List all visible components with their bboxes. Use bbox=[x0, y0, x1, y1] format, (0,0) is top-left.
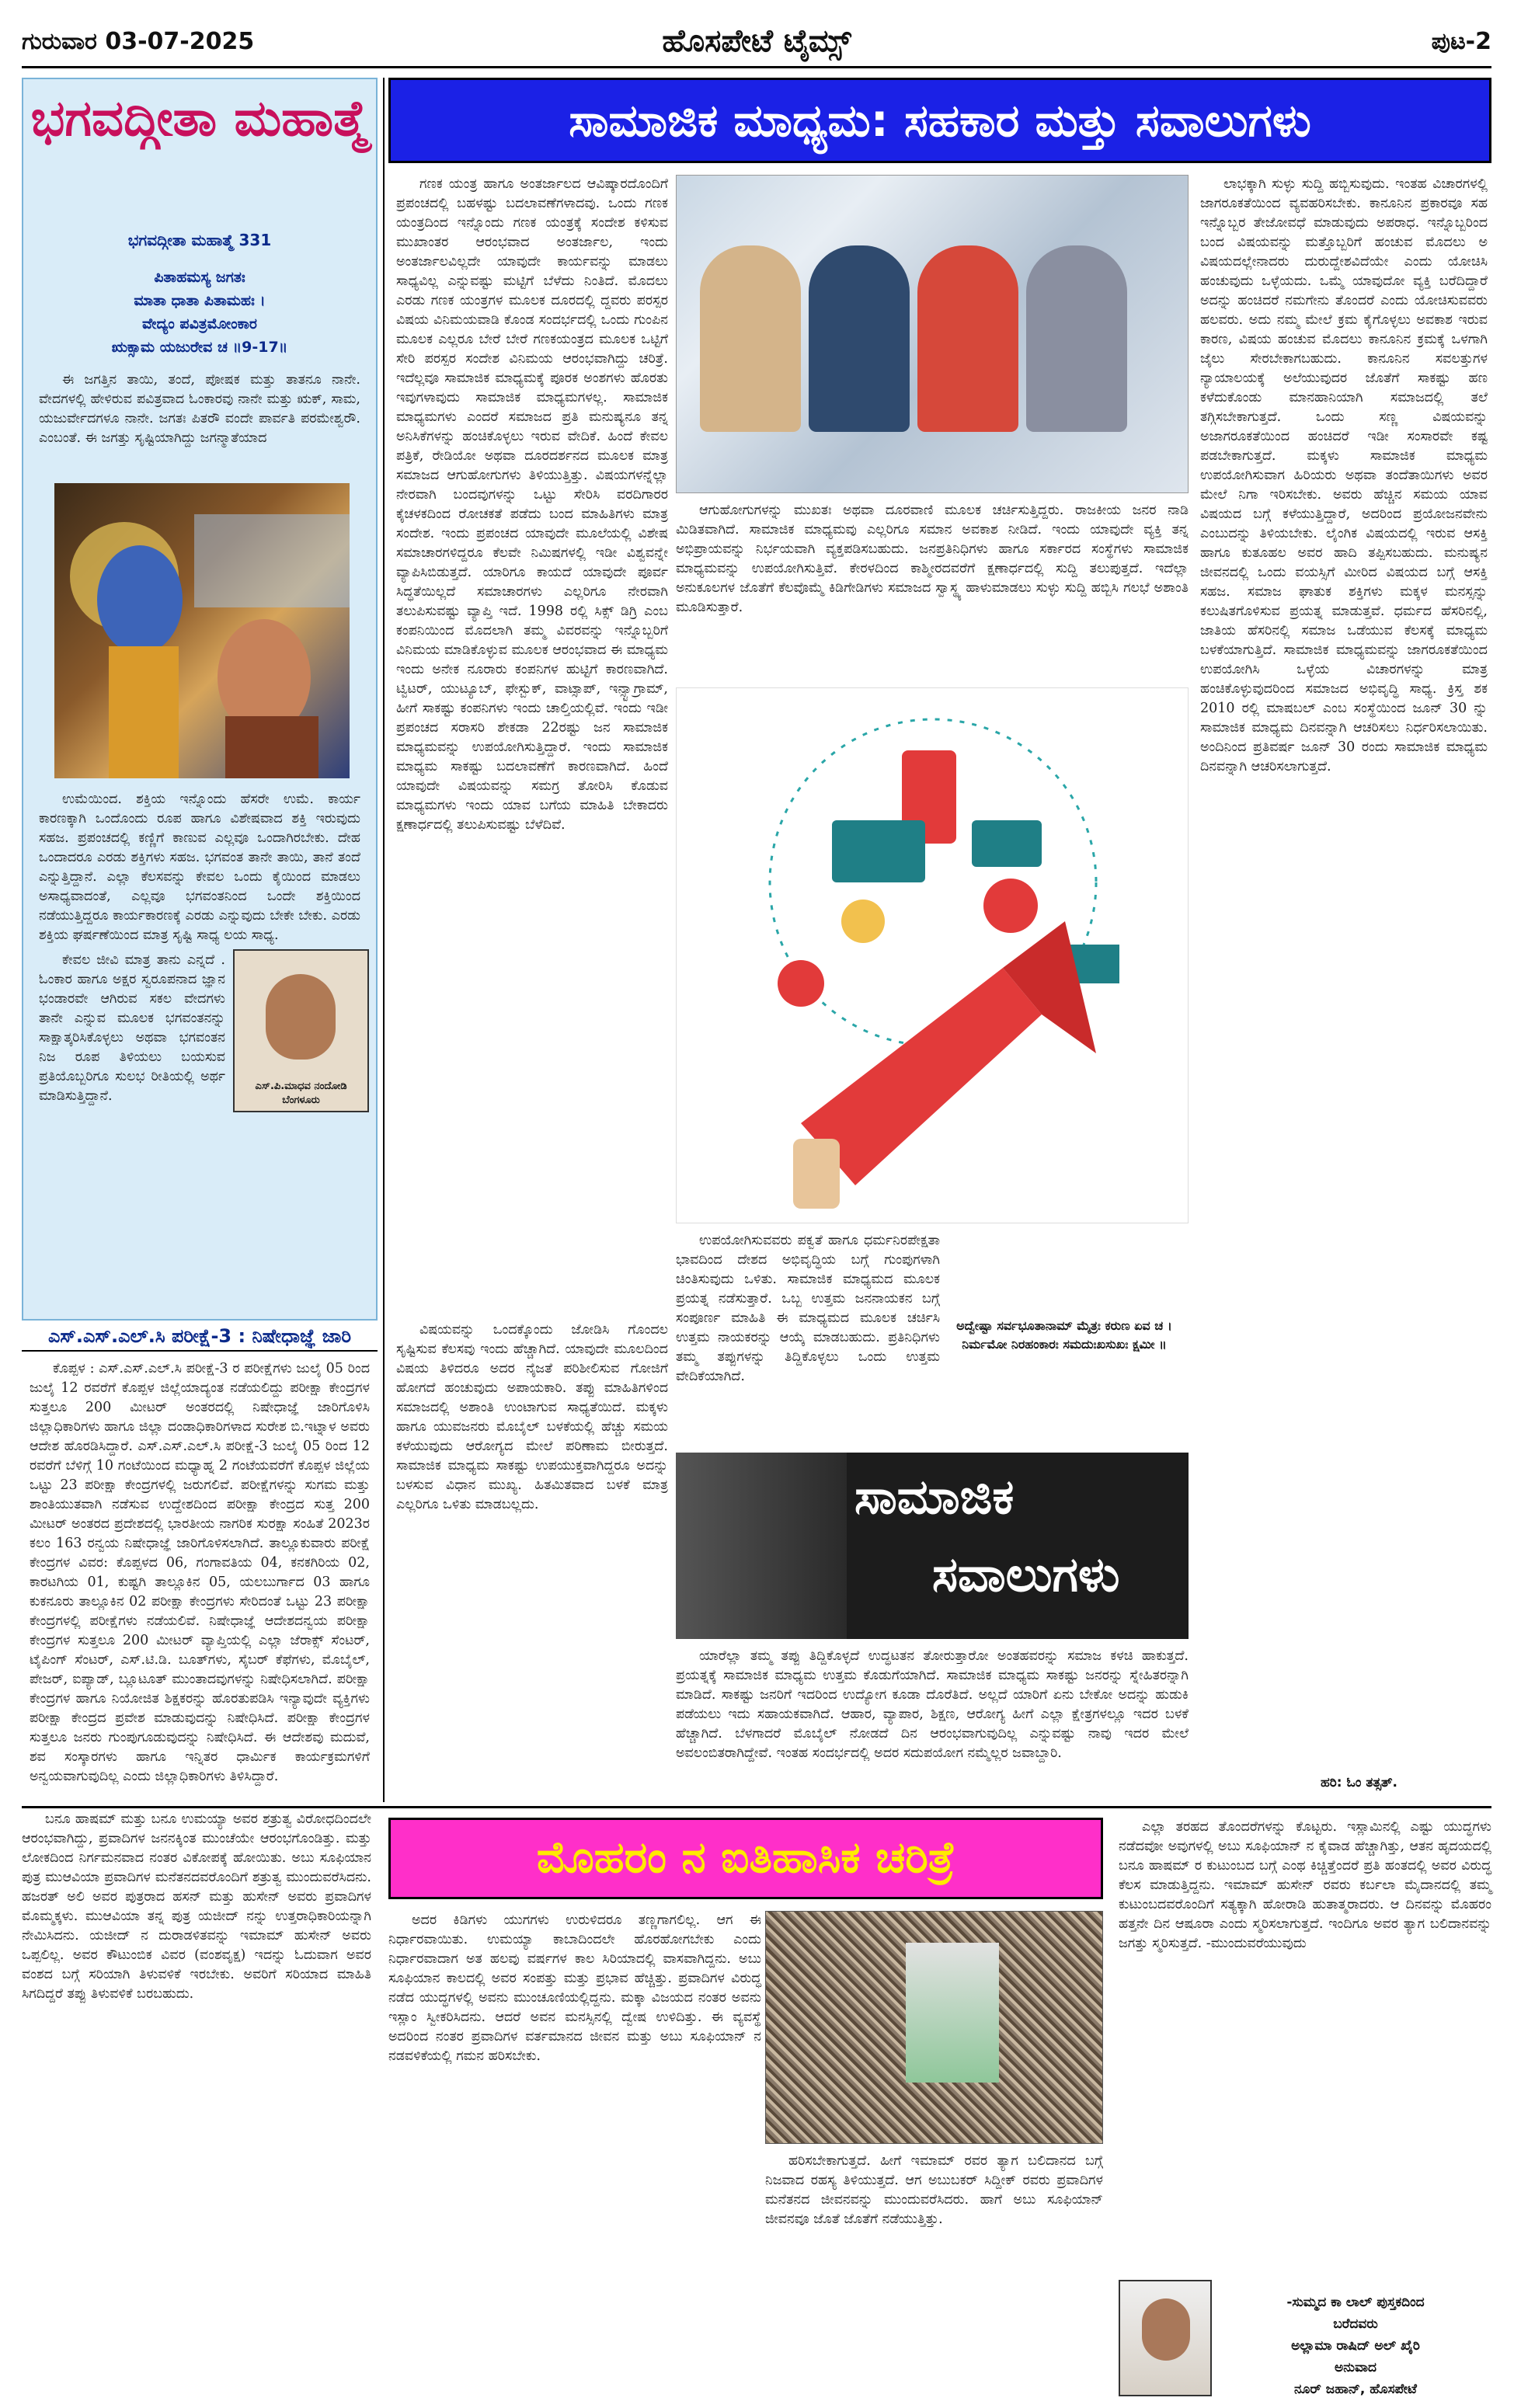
social-media-column-2-mid: ಉಪಯೋಗಿಸುವವರು ಪಕ್ವತೆ ಹಾಗೂ ಧರ್ಮನಿರಪೇಕ್ಷತಾ ಭಾವದಿಂದ ದೇಶದ ಅಭಿವೃದ್ಧಿಯ ಬಗ್ಗೆ ಗುಂಪುಗಳಾಗಿ ಚಿಂತಿಸುವುದು ಒಳಿತು. ಸಾಮಾಜಿಕ ಮಾಧ್ಯಮದ ಮೂಲಕ ಪ್ರಯತ್ನ ನಡೆಸುತ್ತಾರೆ. ಒಬ್ಬ ಉತ್ತಮ ಜನನಾಯಕನ ಬಗ್ಗೆ ಸಂಪೂರ್ಣ ಮಾಹಿತಿ ಈ ಮಾಧ್ಯಮದ ಮೂಲಕ ಚರ್ಚಿಸಿ ಉತ್ತಮ ನಾಯಕರನ್ನು ಆಯ್ಕೆ ಮಾಡಬಹುದು. ಪ್ರತಿನಿಧಿಗಳು ತಮ್ಮ ತಪ್ಪುಗಳನ್ನು ತಿದ್ದಿಕೊಳ್ಳಲು ಒಂದು ಉತ್ತಮ ವೇದಿಕೆಯಾಗಿದೆ. bbox=[676, 1233, 940, 1384]
credit-written-by: ಬರೆದವರು bbox=[1333, 2316, 1378, 2332]
masthead bbox=[22, 14, 1491, 68]
gita-title: ಭಗವದ್ಗೀತಾ ಮಹಾತ್ಮೆ bbox=[30, 90, 369, 148]
author-photo bbox=[233, 949, 369, 1112]
author-place: ಬೆಂಗಳೂರು bbox=[282, 1094, 320, 1106]
child-figure bbox=[1026, 245, 1127, 432]
girl-face-image bbox=[676, 1453, 847, 1639]
credit-translation: ಅನುವಾದ bbox=[1335, 2360, 1377, 2375]
muharram-procession-image bbox=[765, 1911, 1103, 2144]
gita-mahatme-box bbox=[22, 78, 378, 1321]
article-signature: ಹರಿ: ಓಂ ತತ್ಸತ್. bbox=[1321, 1775, 1397, 1790]
social-media-column-2-top: ಆಗುಹೋಗುಗಳನ್ನು ಮುಖತಃ ಅಥವಾ ದೂರವಾಣಿ ಮೂಲಕ ಚರ್ಚಿಸುತ್ತಿದ್ದರು. ರಾಜಕೀಯ ಜನರ ನಾಡಿ ಮಿಡಿತವಾಗಿದೆ. ಸಾಮಾಜಿಕ ಮಾಧ್ಯಮವು ಎಲ್ಲರಿಗೂ ಸಮಾನ ಅವಕಾಶ ನೀಡಿದೆ. ಇಂದು ಯಾವುದೇ ವ್ಯಕ್ತಿ ತನ್ನ ಅಭಿಪ್ರಾಯವನ್ನು ನಿರ್ಭಯವಾಗಿ ವ್ಯಕ್ತಪಡಿಸಬಹುದು. ಜನಪ್ರತಿನಿಧಿಗಳು ಹಾಗೂ ಸರ್ಕಾರದ ಸಂಸ್ಥೆಗಳು ಸಾಮಾಜಿಕ ಮಾಧ್ಯಮವನ್ನು ಉಪಯೋಗಿಸುತ್ತಿವೆ. ಕೇರಳದಿಂದ ಕಾಶ್ಮೀರದವರೆಗೆ ಕ್ಷಣಾರ್ಧದಲ್ಲಿ ಸುದ್ದಿ ತಲುಪುತ್ತದೆ. ಇದೆಲ್ಲಾ ಅನುಕೂಲಗಳ ಜೊತೆಗೆ ಕೆಲವೊಮ್ಮೆ ಕಿಡಿಗೇಡಿಗಳು ಸಮಾಜದ ಸ್ವಾಸ್ಥ್ಯ ಹಾಳುಮಾಡಲು ಸುಳ್ಳು ಸುದ್ದಿ ಹಬ್ಬಿಸಿ ಗಲಭೆ ಅಶಾಂತಿ ಮೂಡಿಸುತ್ತಾರೆ. bbox=[676, 503, 1189, 615]
krishna-arjuna-image bbox=[54, 483, 350, 778]
muharram-left-column: ಬನೂ ಹಾಷಮ್ ಮತ್ತು ಬನೂ ಉಮಯ್ಯಾ ಅವರ ಶತ್ರುತ್ವ ವಿರೋಧದಿಂದಲೇ ಆರಂಭವಾಗಿದ್ದು, ಪ್ರವಾದಿಗಳ ಜನನಕ್ಕಿಂತ ಮುಂಚೆಯೇ ಆರಂಭಗೊಂಡಿತ್ತು. ಮತ್ತು ಲೋಕದಿಂದ ನಿರ್ಗಮನವಾದ ನಂತರ ವಿಕೋಪಕ್ಕೆ ಹೋಯಿತು. ಅಬು ಸೂಫಿಯಾನ ಪುತ್ರ ಮುಆವಿಯಾ ಪ್ರವಾದಿಗಳ ಮನೆತನದವರೊಂದಿಗೆ ಶತ್ರುತ್ವ ಮುಂದುವರೆಸಿದನು. ಹಜರತ್ ಅಲಿ ಅವರ ಪುತ್ರರಾದ ಹಸನ್ ಮತ್ತು ಹುಸೇನ್ ಅವರು ಪ್ರವಾದಿಗಳ ಮೊಮ್ಮಕ್ಕಳು. ಮುಆವಿಯಾ ತನ್ನ ಪುತ್ರ ಯಜೀದ್ ನನ್ನು ಉತ್ತರಾಧಿಕಾರಿಯನ್ನಾಗಿ ನೇಮಿಸಿದನು. ಯಜೀದ್ ನ ದುರಾಡಳಿತವನ್ನು ಇಮಾಮ್ ಹುಸೇನ್ ಅವರು ಒಪ್ಪಲಿಲ್ಲ. ಅವರ ಕೌಟುಂಬಿಕ ವಿವರ (ವಂಶವೃಕ್ಷ) ಇದನ್ನು ಓದುವಾಗ ಅವರ ವಂಶದ ಬಗ್ಗೆ ಸರಿಯಾಗಿ ತಿಳುವಳಿಕೆ ಇರಬೇಕು. ಅವರಿಗೆ ಸರಿಯಾದ ಮಾಹಿತಿ ಸಿಗದಿದ್ದರೆ ತಪ್ಪು ತಿಳುವಳಿಕೆ ಬರಬಹುದು. bbox=[22, 1811, 371, 2002]
child-figure bbox=[917, 245, 1018, 432]
author-face bbox=[266, 974, 336, 1060]
shloka-line: ವೇದ್ಯಂ ಪವಿತ್ರಮೋಂಕಾರ bbox=[142, 315, 257, 332]
muharram-column-3: ಎಲ್ಲಾ ತರಹದ ತೊಂದರೆಗಳನ್ನು ಕೊಟ್ಟರು. ಇಸ್ಲಾಮಿನಲ್ಲಿ ಎಷ್ಟು ಯುದ್ಧಗಳು ನಡೆದವೋ ಅವುಗಳಲ್ಲಿ ಅಬು ಸೂಫಿಯಾನ್ ನ ಕೈವಾಡ ಹೆಚ್ಚಾಗಿತ್ತು, ಆತನ ಹೃದಯದಲ್ಲಿ ಬನೂ ಹಾಷಮ್ ರ ಕುಟುಂಬದ ಬಗ್ಗೆ ಎಂಥ ಕಿಚ್ಚಿತ್ತೆಂದರೆ ಪ್ರತಿ ಹಂತದಲ್ಲಿ ಅವರ ವಿರುದ್ಧ ಕೆಲಸ ಮಾಡುತ್ತಿದ್ದನು. ಇಮಾಮ್ ಹುಸೇನ್ ರವರು ಕರ್ಬಲಾ ಮೈದಾನದಲ್ಲಿ ತಮ್ಮ ಕುಟುಂಬದವರೊಂದಿಗೆ ಸತ್ಯಕ್ಕಾಗಿ ಹೋರಾಡಿ ಹುತಾತ್ಮರಾದರು. ಆ ದಿನವನ್ನು ಮೊಹರಂ ಹತ್ತನೇ ದಿನ ಆಷೂರಾ ಎಂದು ಸ್ಮರಿಸಲಾಗುತ್ತದೆ. ಇಂದಿಗೂ ಅವರ ತ್ಯಾಗ ಬಲಿದಾನವನ್ನು ಜಗತ್ತು ಸ್ಮರಿಸುತ್ತದೆ. -ಮುಂದುವರೆಯುವುದು bbox=[1119, 1819, 1491, 1951]
child-figure bbox=[700, 245, 801, 432]
credit-author: ಅಲ್ಲಾಮಾ ರಾಷಿದ್ ಅಲ್ ಖೈರಿ bbox=[1291, 2338, 1420, 2354]
column-divider bbox=[383, 78, 385, 1802]
shloka-line: ಪಿತಾಹಮಸ್ಯ ಜಗತಃ bbox=[154, 269, 245, 286]
gita-text-intro: ಈ ಜಗತ್ತಿನ ತಾಯಿ, ತಂದೆ, ಪೋಷಕ ಮತ್ತು ತಾತನೂ ನಾನೇ. ವೇದಗಳಲ್ಲಿ ಹೇಳಿರುವ ಪವಿತ್ರವಾದ ಓಂಕಾರವು ನಾನೇ ಮತ್ತು ಋಕ್, ಸಾಮ, ಯಜುರ್ವೇದಗಳೂ ನಾನೇ. ಜಗತಃ ಪಿತರೌ ವಂದೇ ಪಾರ್ವತಿ ಪರಮೇಶ್ವರೌ. ಎಂಬಂತೆ. ಈ ಜಗತ್ತು ಸೃಷ್ಟಿಯಾಗಿದ್ದು ಜಗನ್ಮಾತೆಯಾದ bbox=[39, 372, 360, 446]
child-figure bbox=[809, 245, 910, 432]
shloka-line: ಋಕ್ಸಾಮ ಯಜುರೇವ ಚ ॥9-17॥ bbox=[111, 339, 288, 356]
muharram-headline: ಮೊಹರಂ ನ ಐತಿಹಾಸಿಕ ಚರಿತ್ರೆ bbox=[536, 1832, 955, 1883]
muharram-credit bbox=[1119, 2280, 1491, 2396]
gita-series-number: ಭಗವದ್ಗೀತಾ ಮಹಾತ್ಮೆ 331 bbox=[127, 231, 272, 249]
challenges-word-challenges: ಸವಾಲುಗಳು bbox=[932, 1546, 1120, 1602]
translator-photo bbox=[1119, 2280, 1212, 2396]
muharram-column-1: ಅದರ ಕಿಡಿಗಳು ಯುಗಗಳು ಉರುಳಿದರೂ ತಣ್ಣಗಾಗಲಿಲ್ಲ. ಆಗ ಈ ನಿರ್ಧಾರವಾಯಿತು. ಉಮಯ್ಯಾ ಕಾಬಾದಿಂದಲೇ ಹೊರಹೋಗಬೇಕು ಎಂದು ನಿರ್ಧಾರವಾದಾಗ ಅತ ಹಲವು ವರ್ಷಗಳ ಕಾಲ ಸಿರಿಯಾದಲ್ಲಿ ವಾಸವಾಗಿದ್ದನು. ಅಬು ಸೂಫಿಯಾನ ಕಾಲದಲ್ಲಿ ಅವರ ಸಂಪತ್ತು ಮತ್ತು ಪ್ರಭಾವ ಹೆಚ್ಚಿತ್ತು. ಪ್ರವಾದಿಗಳ ವಿರುದ್ಧ ನಡೆದ ಯುದ್ಧಗಳಲ್ಲಿ ಅವನು ಮುಂಚೂಣಿಯಲ್ಲಿದ್ದನು. ಮಕ್ಕಾ ವಿಜಯದ ನಂತರ ಅವನು ಇಸ್ಲಾಂ ಸ್ವೀಕರಿಸಿದನು. ಆದರೆ ಅವನ ಮನಸ್ಸಿನಲ್ಲಿ ದ್ವೇಷ ಉಳಿದಿತ್ತು. ಈ ವ್ಯವಸ್ಥೆ ಅದರಿಂದ ನಂತರ ಪ್ರವಾದಿಗಳ ವರ್ತಮಾನದ ಜೀವನ ಮತ್ತು ಅಬು ಸೂಫಿಯಾನ್ ನ ನಡವಳಿಕೆಯಲ್ಲಿ ಗಮನ ಹರಿಸಬೇಕು. bbox=[388, 1912, 761, 2064]
children-using-phones-image bbox=[676, 175, 1189, 493]
exam-body: ಕೊಪ್ಪಳ : ಎಸ್.ಎಸ್.ಎಲ್.ಸಿ ಪರೀಕ್ಷೆ-3 ರ ಪರೀಕ್ಷೆಗಳು ಜುಲೈ 05 ರಿಂದ ಜುಲೈ 12 ರವರೆಗೆ ಕೊಪ್ಪಳ ಜಿಲ್ಲೆಯಾದ್ಯಂತ ನಡೆಯಲಿದ್ದು ಪರೀಕ್ಷಾ ಕೇಂದ್ರಗಳ ಸುತ್ತಲೂ 200 ಮೀಟರ್ ಅಂತರದಲ್ಲಿ ನಿಷೇಧಾಜ್ಞೆ ಜಾರಿಗೊಳಿಸಿ ಜಿಲ್ಲಾಧಿಕಾರಿಗಳು ಹಾಗೂ ಜಿಲ್ಲಾ ದಂಡಾಧಿಕಾರಿಗಳಾದ ಸುರೇಶ ಬಿ.ಇಟ್ನಾಳ ಅವರು ಆದೇಶ ಹೊರಡಿಸಿದ್ದಾರೆ. ಎಸ್.ಎಸ್.ಎಲ್.ಸಿ ಪರೀಕ್ಷೆ-3 ಜುಲೈ 05 ರಿಂದ 12 ರವರೆಗೆ ಬೆಳಿಗ್ಗೆ 10 ಗಂಟೆಯಿಂದ ಮಧ್ಯಾಹ್ನ 2 ಗಂಟೆಯವರೆಗೆ ಕೊಪ್ಪಳ ಜಿಲ್ಲೆಯ ಒಟ್ಟು 23 ಪರೀಕ್ಷಾ ಕೇಂದ್ರಗಳಲ್ಲಿ ಜರುಗಲಿವೆ. ಪರೀಕ್ಷೆಗಳನ್ನು ಸುಗಮ ಮತ್ತು ಶಾಂತಿಯುತವಾಗಿ ನಡೆಸುವ ಉದ್ದೇಶದಿಂದ ಪರೀಕ್ಷಾ ಕೇಂದ್ರದ ಸುತ್ತ 200 ಮೀಟರ್ ಅಂತರದ ಪ್ರದೇಶದಲ್ಲಿ ಭಾರತೀಯ ನಾಗರಿಕ ಸುರಕ್ಷಾ ಸಂಹಿತೆ 2023ರ ಕಲಂ 163 ರನ್ವಯ ನಿಷೇಧಾಜ್ಞೆ ಜಾರಿಗೊಳಿಸಲಾಗಿದೆ. ತಾಲ್ಲೂಕುವಾರು ಪರೀಕ್ಷೆ ಕೇಂದ್ರಗಳ ವಿವರ: ಕೊಪ್ಪಳದ 06, ಗಂಗಾವತಿಯ 04, ಕನಕಗಿರಿಯ 02, ಕಾರಟಗಿಯ 01, ಕುಷ್ಟಗಿ ತಾಲ್ಲೂಕಿನ 05, ಯಲಬುರ್ಗಾದ 03 ಹಾಗೂ ಕುಕನೂರು ತಾಲ್ಲೂಕಿನ 02 ಪರೀಕ್ಷಾ ಕೇಂದ್ರಗಳು ಸೇರಿದಂತೆ ಒಟ್ಟು 23 ಪರೀಕ್ಷಾ ಕೇಂದ್ರಗಳಲ್ಲಿ ಪರೀಕ್ಷೆಗಳು ನಡೆಯಲಿವೆ. ನಿಷೇಧಾಜ್ಞೆ ಆದೇಶದನ್ವಯ ಪರೀಕ್ಷಾ ಕೇಂದ್ರಗಳ ಸುತ್ತಲೂ 200 ಮೀಟರ್ ವ್ಯಾಪ್ತಿಯಲ್ಲಿ ಎಲ್ಲಾ ಜೆರಾಕ್ಸ್ ಸೆಂಟರ್, ಟೈಪಿಂಗ್ ಸೆಂಟರ್, ಎಸ್.ಟಿ.ಡಿ. ಬೂತ್‌ಗಳು, ಸೈಬರ್ ಕೆಫೆಗಳು, ಮೊಬೈಲ್, ಪೇಜರ್, ಐಪ್ಯಾಡ್, ಬ್ಲೂಟೂತ್ ಮುಂತಾದವುಗಳನ್ನು ನಿಷೇಧಿಸಲಾಗಿದೆ. ಪರೀಕ್ಷಾ ಕೇಂದ್ರಗಳ ಹಾಗೂ ನಿಯೋಜಿತ ಶಿಕ್ಷಕರನ್ನು ಹೊರತುಪಡಿಸಿ ಇನ್ಯಾವುದೇ ವ್ಯಕ್ತಿಗಳು ಪರೀಕ್ಷಾ ಕೇಂದ್ರದ ಪ್ರವೇಶ ಮಾಡುವುದನ್ನು ನಿಷೇಧಿಸಿದೆ. ಪರೀಕ್ಷಾ ಕೇಂದ್ರಗಳ ಸುತ್ತಲೂ ಜನರು ಗುಂಪುಗೂಡುವುದನ್ನು ನಿಷೇಧಿಸಿದೆ. ಈ ಆದೇಶವು ಮದುವೆ, ಶವ ಸಂಸ್ಕಾರಗಳು ಹಾಗೂ ಇನ್ನಿತರ ಧಾರ್ಮಿಕ ಕಾರ್ಯಕ್ರಮಗಳಿಗೆ ಅನ್ವಯವಾಗುವುದಿಲ್ಲ ಎಂದು ಜಿಲ್ಲಾಧಿಕಾರಿಗಳು ತಿಳಿಸಿದ್ದಾರೆ. bbox=[30, 1361, 370, 1784]
author-name: ಎಸ್.ಪಿ.ಮಾಧವ ನಂದೋಡಿ bbox=[255, 1080, 347, 1092]
muharram-column-2: ಹರಿಸಬೇಕಾಗುತ್ತದೆ. ಹೀಗೆ ಇಮಾಮ್ ರವರ ತ್ಯಾಗ ಬಲಿದಾನದ ಬಗ್ಗೆ ನಿಜವಾದ ರಹಸ್ಯ ತಿಳಿಯುತ್ತದೆ. ಆಗ ಅಬುಬಕರ್ ಸಿದ್ದೀಕ್ ರವರು ಪ್ರವಾದಿಗಳ ಮನೆತನದ ಜೀವನವನ್ನು ಮುಂದುವರೆಸಿದರು. ಹಾಗೆ ಅಬು ಸೂಫಿಯಾನ್ ಜೀವನವೂ ಜೊತೆ ಜೊತೆಗೆ ನಡೆಯುತ್ತಿತ್ತು. bbox=[765, 2153, 1103, 2227]
author-caption bbox=[235, 1080, 367, 1108]
challenges-word-social: ಸಾಮಾಜಿಕ bbox=[854, 1468, 1015, 1525]
gita-text-end: ಕೇವಲ ಜೀವಿ ಮಾತ್ರ ತಾನು ಎನ್ನದೆ . ಓಂಕಾರ ಹಾಗೂ ಅಕ್ಷರ ಸ್ವರೂಪನಾದ ಜ್ಞಾನ ಭಂಡಾರವೇ ಆಗಿರುವ ಸಕಲ ವೇದಗಳು ತಾನೇ ಎನ್ನುವ ಮೂಲಕ ಭಗವಂತನನ್ನು ಸಾಕ್ಷಾತ್ಕರಿಸಿಕೊಳ್ಳಲು ಅಥವಾ ಭಗವಂತನ ನಿಜ ರೂಪ ತಿಳಿಯಲು ಬಯಸುವ ಪ್ರತಿಯೊಬ್ಬರಿಗೂ ಸುಲಭ ರೀತಿಯಲ್ಲಿ ಅರ್ಥ ಮಾಡಿಸುತ್ತಿದ್ದಾನೆ. bbox=[39, 952, 225, 1104]
gita-text-body: ಉಮೆಯಿಂದ. ಶಕ್ತಿಯ ಇನ್ನೊಂದು ಹೆಸರೇ ಉಮೆ. ಕಾರ್ಯ ಕಾರಣಕ್ಕಾಗಿ ಒಂದೊಂದು ರೂಪ ಹಾಗೂ ವಿಶೇಷವಾದ ಶಕ್ತಿ ಇರುವುದು ಸಹಜ. ಪ್ರಪಂಚದಲ್ಲಿ ಕಣ್ಣಿಗೆ ಕಾಣುವ ಎಲ್ಲವೂ ಒಂದಾಗಿರಬೇಕು. ದೇಹ ಒಂದಾದರೂ ಎರಡು ಶಕ್ತಿಗಳು ಸಹಜ. ಭಗವಂತ ತಾನೇ ತಾಯಿ, ತಾನೆ ತಂದೆ ಎನ್ನುತ್ತಿದ್ದಾನೆ. ಎಲ್ಲಾ ಕೆಲಸವನ್ನು ಕೇವಲ ಒಂದು ಕೈಯಿಂದ ಮಾಡಲು ಅಸಾಧ್ಯವಾದಂತೆ, ಎಲ್ಲವೂ ಭಗವಂತನಿಂದ ಒಂದೇ ಶಕ್ತಿಯಿಂದ ನಡೆಯುತ್ತಿದ್ದರೂ ಕಾರ್ಯಕಾರಣಕ್ಕೆ ಎರಡು ಎನ್ನುವುದು ಬೇಕೇ ಬೇಕು. ಎರಡು ಶಕ್ತಿಯ ಘರ್ಷಣೆಯಿಂದ ಮಾತ್ರ ಸೃಷ್ಟಿ ಸಾಧ್ಯ ಲಯ ಸಾಧ್ಯ. bbox=[39, 792, 360, 943]
credit-translator: ನೂರ್ ಜಹಾನ್, ಹೊಸಪೇಟೆ bbox=[1294, 2382, 1417, 2397]
shloka-line: ಮಾತಾ ಧಾತಾ ಪಿತಾಮಹಃ । bbox=[134, 292, 266, 309]
credit-text bbox=[1227, 2291, 1484, 2400]
exam-news bbox=[22, 1321, 378, 1802]
megaphone-social-media-graphic bbox=[676, 687, 1189, 1223]
social-media-column-1-lower: ವಿಷಯವನ್ನು ಒಂದಕ್ಕೊಂದು ಜೋಡಿಸಿ ಗೊಂದಲ ಸೃಷ್ಟಿಸುವ ಕೆಲಸವು ಇಂದು ಹೆಚ್ಚಾಗಿದೆ. ಯಾವುದೇ ಮೂಲದಿಂದ ವಿಷಯ ತಿಳಿದರೂ ಅದರ ನೈಜತೆ ಪರಿಶೀಲಿಸುವ ಗೋಜಿಗೆ ಹೋಗದೆ ಹಂಚುವುದು ಅಪಾಯಕಾರಿ. ತಪ್ಪು ಮಾಹಿತಿಗಳಿಂದ ಸಮಾಜದಲ್ಲಿ ಅಶಾಂತಿ ಉಂಟಾಗುವ ಸಾಧ್ಯತೆಯಿದೆ. ಮಕ್ಕಳು ಹಾಗೂ ಯುವಜನರು ಮೊಬೈಲ್ ಬಳಕೆಯಲ್ಲಿ ಹೆಚ್ಚು ಸಮಯ ಕಳೆಯುವುದು ಆರೋಗ್ಯದ ಮೇಲೆ ಪರಿಣಾಮ ಬೀರುತ್ತದೆ. ಸಾಮಾಜಿಕ ಮಾಧ್ಯಮ ಸಾಕಷ್ಟು ಉಪಯುಕ್ತವಾಗಿದ್ದರೂ ಅದನ್ನು ಬಳಸುವ ವಿಧಾನ ಮುಖ್ಯ. ಹಿತಮಿತವಾದ ಬಳಕೆ ಮಾತ್ರ ಎಲ್ಲರಿಗೂ ಒಳಿತು ಮಾಡಬಲ್ಲದು. bbox=[396, 1322, 668, 1512]
gita-quote: ಅದ್ವೇಷ್ಟಾ ಸರ್ವಭೂತಾನಾಮ್ ಮೈತ್ರಃ ಕರುಣ ಏವ ಚ । ನಿರ್ಮಮೋ ನಿರಹಂಕಾರಃ ಸಮದುಃಖಸುಖಃ ಕ್ಷಮೀ ॥ bbox=[956, 1318, 1172, 1352]
exam-headline: ಎಸ್.ಎಸ್.ಎಲ್.ಸಿ ಪರೀಕ್ಷೆ-3 : ನಿಷೇಧಾಜ್ಞೆ ಜಾರಿ bbox=[22, 1321, 378, 1352]
section-divider bbox=[22, 1806, 1491, 1808]
social-media-headline: ಸಾಮಾಜಿಕ ಮಾಧ್ಯಮ: ಸಹಕಾರ ಮತ್ತು ಸವಾಲುಗಳು bbox=[569, 94, 1311, 147]
gita-shloka bbox=[47, 266, 353, 359]
tazia-structure bbox=[906, 1943, 999, 2083]
issue-date: ಗುರುವಾರ 03-07-2025 bbox=[22, 28, 255, 55]
social-media-column-3: ಲಾಭಕ್ಕಾಗಿ ಸುಳ್ಳು ಸುದ್ದಿ ಹಬ್ಬಿಸುವುದು. ಇಂತಹ ವಿಚಾರಗಳಲ್ಲಿ ಜಾಗರೂಕತೆಯಿಂದ ವ್ಯವಹರಿಸಬೇಕು. ಕಾನೂನಿನ ಪ್ರಕಾರವೂ ಸಹ ಇನ್ನೊಬ್ಬರ ತೇಜೋವಧೆ ಮಾಡುವುದು ಅಪರಾಧ. ಇನ್ನೊಬ್ಬರಿಂದ ಬಂದ ವಿಷಯವನ್ನು ಮತ್ತೊಬ್ಬರಿಗೆ ಹಂಚುವ ಮೊದಲು ಅ ವಿಷಯದಲ್ಲೇನಾದರು ದುರುದ್ದೇಶವಿದೆಯೇ ಎಂದು ಯೋಚಿಸಿ ಹಂಚುವುದು ಒಳ್ಳೆಯದು. ಒಮ್ಮೆ ಯಾವುದೋ ವ್ಯಕ್ತಿ ಬರೆದಿದ್ದಾರೆ ಅದನ್ನು ಹಂಚಿದರೆ ನಮಗೇನು ತೊಂದರೆ ಎಂದು ಯೋಚಿಸುವವರು ಹಲವರು. ಅದು ನಮ್ಮ ಮೇಲೆ ಕ್ರಮ ಕೈಗೊಳ್ಳಲು ಅವಕಾಶ ಇರುವ ಕಾರಣ, ವಿಷಯ ಹಂಚುವ ಮೊದಲು ಕಾನೂನಿನ ಕ್ರಮಕ್ಕೆ ಒಳಗಾಗಿ ಜೈಲು ಸೇರಬೇಕಾಗಬಹುದು. ಕಾನೂನಿನ ಸವಲತ್ತುಗಳ ನ್ಯಾಯಾಲಯಕ್ಕೆ ಅಲೆಯುವುದರ ಜೊತೆಗೆ ಸಾಕಷ್ಟು ಹಣ ಕಳೆದುಕೊಂಡು ಮಾನಹಾನಿಯಾಗಿ ಸಮಾಜದಲ್ಲಿ ತಲೆ ತಗ್ಗಿಸಬೇಕಾಗುತ್ತದೆ. ಒಂದು ಸಣ್ಣ ವಿಷಯವನ್ನು ಅಜಾಗರೂಕತೆಯಿಂದ ಹಂಚಿದರೆ ಇಡೀ ಸಂಸಾರವೇ ಕಷ್ಟ ಪಡಬೇಕಾಗುತ್ತದೆ. ಮಕ್ಕಳು ಸಾಮಾಜಿಕ ಮಾಧ್ಯಮ ಉಪಯೋಗಿಸುವಾಗ ಹಿರಿಯರು ಅಥವಾ ತಂದೆತಾಯಿಗಳು ಅವರ ಮೇಲೆ ನಿಗಾ ಇರಿಸಬೇಕು. ಅವರು ಹೆಚ್ಚಿನ ಸಮಯ ಯಾವ ವಿಷಯದ ಬಗ್ಗೆ ಕಳೆಯುತ್ತಿದ್ದಾರೆ, ಅದರಿಂದ ಪ್ರಯೋಜನವೇನು ಎಂಬುದನ್ನು ತಿಳಿಯಬೇಕು. ಲೈಂಗಿಕ ವಿಷಯದಲ್ಲಿ ಇರುವ ಆಸಕ್ತಿ ಹಾಗೂ ಕುತೂಹಲ ಅವರ ಹಾದಿ ತಪ್ಪಿಸಬಹುದು. ಮನುಷ್ಯನ ಜೀವನದಲ್ಲಿ ಒಂದು ವಯಸ್ಸಿಗೆ ಮೀರಿದ ವಿಷಯದ ಬಗ್ಗೆ ಆಸಕ್ತಿ ಸಹಜ. ಸಮಾಜ ಘಾತುಕ ಶಕ್ತಿಗಳು ಮಕ್ಕಳ ಮನಸ್ಸನ್ನು ಕಲುಷಿತಗೊಳಿಸುವ ಪ್ರಯತ್ನ ಮಾಡುತ್ತವೆ. ಧರ್ಮದ ಹೆಸರಿನಲ್ಲಿ, ಜಾತಿಯ ಹೆಸರಿನಲ್ಲಿ ಸಮಾಜ ಒಡೆಯುವ ಕೆಲಸಕ್ಕೆ ಮಾಧ್ಯಮ ಬಳಕೆಯಾಗುತ್ತಿದೆ. ಸಾಮಾಜಿಕ ಮಾಧ್ಯಮವನ್ನು ಜಾಗರೂಕತೆಯಿಂದ ಉಪಯೋಗಿಸಿ ಒಳ್ಳೆಯ ವಿಚಾರಗಳನ್ನು ಮಾತ್ರ ಹಂಚಿಕೊಳ್ಳುವುದರಿಂದ ಸಮಾಜದ ಅಭಿವೃದ್ಧಿ ಸಾಧ್ಯ. ಕ್ರಿಸ್ತ ಶಕ 2010 ರಲ್ಲಿ ಮಾಷಬಲ್ ಎಂಬ ಸಂಸ್ಥೆಯಿಂದ ಜೂನ್ 30 ನ್ನು ಸಾಮಾಜಿಕ ಮಾಧ್ಯಮ ದಿನವನ್ನಾಗಿ ಆಚರಿಸಲು ನಿರ್ಧರಿಸಲಾಯಿತು. ಅಂದಿನಿಂದ ಪ್ರತಿವರ್ಷ ಜೂನ್ 30 ರಂದು ಸಾಮಾಜಿಕ ಮಾಧ್ಯಮ ದಿನವನ್ನಾಗಿ ಆಚರಿಸಲಾಗುತ್ತದೆ. bbox=[1200, 176, 1488, 774]
credit-book: -ಸುಮ್ಮದ ಕಾ ಲಾಲ್ ಪುಸ್ತಕದಿಂದ bbox=[1286, 2295, 1425, 2310]
muharram-headline-banner bbox=[388, 1818, 1103, 1899]
social-media-column-1: ಗಣಕ ಯಂತ್ರ ಹಾಗೂ ಅಂತರ್ಜಾಲದ ಆವಿಷ್ಕಾರದೊಂದಿಗೆ ಪ್ರಪಂಚದಲ್ಲಿ ಬಹಳಷ್ಟು ಬದಲಾವಣೆಗಳಾದವು. ಒಂದು ಗಣಕ ಯಂತ್ರದಿಂದ ಇನ್ನೊಂದು ಗಣಕ ಯಂತ್ರಕ್ಕೆ ಸಂದೇಶ ಕಳಿಸುವ ಮುಖಾಂತರ ಆರಂಭವಾದ ಅಂತರ್ಜಾಲ, ಇಂದು ಅಂತರ್ಜಾಲವಿಲ್ಲದೇ ಯಾವುದೇ ಕಾರ್ಯವನ್ನು ಮಾಡಲು ಸಾಧ್ಯವಿಲ್ಲ ಎನ್ನುವಷ್ಟು ಮಟ್ಟಿಗೆ ಬೆಳೆದು ನಿಂತಿದೆ. ಮೊದಲು ಎರಡು ಗಣಕ ಯಂತ್ರಗಳ ಮೂಲಕ ದೂರದಲ್ಲಿ ದ್ದವರು ಪರಸ್ಪರ ವಿಷಯ ವಿನಿಮಯವಾಡಿ ಕೊಂಡ ಸಂದರ್ಭದಲ್ಲಿ ಒಂದು ಗುಂಪಿನ ಮೂಲಕ ಎಲ್ಲರೂ ಬೇರೆ ಬೇರೆ ಗಣಕಯಂತ್ರದ ಮೂಲಕ ಒಟ್ಟಿಗೆ ಸೇರಿ ಪರಸ್ಪರ ಸಂದೇಶ ವಿನಿಮಯ ಆರಂಭವಾಗಿದ್ದು ಚರಿತ್ರೆ. ಇದೆಲ್ಲವೂ ಸಾಮಾಜಿಕ ಮಾಧ್ಯಮಕ್ಕೆ ಪೂರಕ ಅಂಶಗಳು ಹೊರತು ಇವುಗಳಾವುದು ಸಾಮಾಜಿಕ ಮಾಧ್ಯಮಗಳಲ್ಲ. ಸಾಮಾಜಿಕ ಮಾಧ್ಯಮಗಳು ಎಂದರೆ ಸಮಾಜದ ಪ್ರತಿ ಮನುಷ್ಯನೂ ತನ್ನ ಅನಿಸಿಕೆಗಳನ್ನು ಹಂಚಿಕೊಳ್ಳಲು ಇರುವ ವೇದಿಕೆ. ಹಿಂದೆ ಕೇವಲ ಪತ್ರಿಕೆ, ರೇಡಿಯೋ ಅಥವಾ ದೂರದರ್ಶನದ ಮೂಲಕ ಮಾತ್ರ ಸಮಾಜದ ಆಗುಹೋಗುಗಳು ತಿಳಿಯುತ್ತಿತ್ತು. ವಿಷಯಗಳನ್ನೆಲ್ಲಾ ನೇರವಾಗಿ ಬಂದವುಗಳನ್ನು ಒಟ್ಟು ಸೇರಿಸಿ ವರದಿಗಾರರ ಕೈಚಳಕದಿಂದ ರೋಚಕತೆ ಪಡೆದು ಬಂದ ಮಾಹಿತಿಗಳು ಮಾತ್ರ ಸಂದೇಶ. ಇಂದು ಪ್ರಪಂಚದ ಯಾವುದೇ ಮೂಲೆಯಲ್ಲಿ ವಿಶೇಷ ಸಮಾಚಾರಗಳಿದ್ದರೂ ಕೆಲವೇ ನಿಮಿಷಗಳಲ್ಲಿ ಇಡೀ ವಿಶ್ವವನ್ನೇ ವ್ಯಾಪಿಸಿಬಿಡುತ್ತದೆ. ಯಾರಿಗೂ ಕಾಯದೆ ಯಾವುದೇ ಪೂರ್ವ ಸಿದ್ಧತೆಯಿಲ್ಲದೆ ಸಮಾಚಾರಗಳು ಎಲ್ಲರಿಗೂ ನೇರವಾಗಿ ತಲುಪಿಸುವಷ್ಟು ವ್ಯಾಪ್ತಿ ಇದೆ. 1998 ರಲ್ಲಿ ಸಿಕ್ಸ್ ಡಿಗ್ರಿ ಎಂಬ ಕಂಪನಿಯಿಂದ ಮೊದಲಾಗಿ ತಮ್ಮ ವಿವರವನ್ನು ಇನ್ನೊಬ್ಬರಿಗೆ ವಿನಿಮಯ ಮಾಡಿಕೊಳ್ಳುವ ಮೂಲಕ ಆರಂಭವಾದ ಈ ಮಾಧ್ಯಮ ಇಂದು ಅನೇಕ ನೂರಾರು ಕಂಪನಿಗಳ ಹುಟ್ಟಿಗೆ ಕಾರಣವಾಗಿದೆ. ಟ್ವಿಟರ್, ಯುಟ್ಯೂಬ್, ಫೇಸ್ಬುಕ್, ವಾಟ್ಸಾಪ್, ಇನ್ಸ್ಟಾಗ್ರಾಮ್, ಹೀಗೆ ಸಾಕಷ್ಟು ಕಂಪನಿಗಳು ಇಂದು ಚಾಲ್ತಿಯಲ್ಲಿವೆ. ಇಂದು ಇಡೀ ಪ್ರಪಂಚದ ಸರಾಸರಿ ಶೇಕಡಾ 22ರಷ್ಟು ಜನ ಸಾಮಾಜಿಕ ಮಾಧ್ಯಮವನ್ನು ಉಪಯೋಗಿಸುತ್ತಿದ್ದಾರೆ. ಇಂದು ಸಾಮಾಜಿಕ ಮಾಧ್ಯಮ ಸಾಕಷ್ಟು ಬದಲಾವಣೆಗೆ ಕಾರಣವಾಗಿದೆ. ಹಿಂದೆ ಯಾವುದೇ ವಿಷಯವನ್ನು ಸಮಗ್ರ ತೋರಿಸಿ ಕೊಡುವ ಮಾಧ್ಯಮಗಳು ಇಂದು ಯಾವ ಬಗೆಯ ಮಾಹಿತಿ ಬೇಕಾದರು ಕ್ಷಣಾರ್ಧದಲ್ಲಿ ತಲುಪಿಸುವಷ್ಟು ಬೆಳೆದಿವೆ. bbox=[396, 176, 668, 833]
social-media-column-2-bottom: ಯಾರೆಲ್ಲಾ ತಮ್ಮ ತಪ್ಪು ತಿದ್ದಿಕೊಳ್ಳದೆ ಉದ್ಧಟತನ ತೋರುತ್ತಾರೋ ಅಂತಹವರನ್ನು ಸಮಾಜ ಕಳಚಿ ಹಾಕುತ್ತದೆ. ಪ್ರಯತ್ನಕ್ಕೆ ಸಾಮಾಜಿಕ ಮಾಧ್ಯಮ ಉತ್ತಮ ಕೊಡುಗೆಯಾಗಿದೆ. ಸಾಮಾಜಿಕ ಮಾಧ್ಯಮ ಸಾಕಷ್ಟು ಜನರನ್ನು ಸ್ನೇಹಿತರನ್ನಾಗಿ ಮಾಡಿದೆ. ಸಾಕಷ್ಟು ಜನರಿಗೆ ಇದರಿಂದ ಉದ್ಯೋಗ ಕೂಡಾ ದೊರೆತಿದೆ. ಅಲ್ಲದೆ ಯಾರಿಗೆ ಏನು ಬೇಕೋ ಅದನ್ನು ಹುಡುಕಿ ಪಡೆಯಲು ಇದು ಸಹಾಯಕವಾಗಿದೆ. ಆಹಾರ, ವ್ಯಾಪಾರ, ಶಿಕ್ಷಣ, ಆರೋಗ್ಯ ಹೀಗೆ ಎಲ್ಲಾ ಕ್ಷೇತ್ರಗಳಲ್ಲೂ ಇದರ ಬಳಕೆ ಹೆಚ್ಚಾಗಿದೆ. ಬೆಳಗಾದರೆ ಮೊಬೈಲ್ ನೋಡದೆ ದಿನ ಆರಂಭವಾಗುವುದಿಲ್ಲ ಎನ್ನುವಷ್ಟು ನಾವು ಇದರ ಮೇಲೆ ಅವಲಂಬಿತರಾಗಿದ್ದೇವೆ. ಇಂತಹ ಸಂದರ್ಭದಲ್ಲಿ ಅದರ ಸದುಪಯೋಗ ನಮ್ಮೆಲ್ಲರ ಜವಾಬ್ದಾರಿ. bbox=[676, 1648, 1189, 1761]
page-number: ಪುಟ-2 bbox=[1431, 28, 1491, 55]
newspaper-name: ಹೊಸಪೇಟೆ ಟೈಮ್ಸ್ bbox=[662, 23, 851, 59]
translator-face bbox=[1142, 2298, 1190, 2361]
social-media-headline-banner bbox=[388, 78, 1491, 163]
social-challenges-banner bbox=[676, 1453, 1189, 1639]
